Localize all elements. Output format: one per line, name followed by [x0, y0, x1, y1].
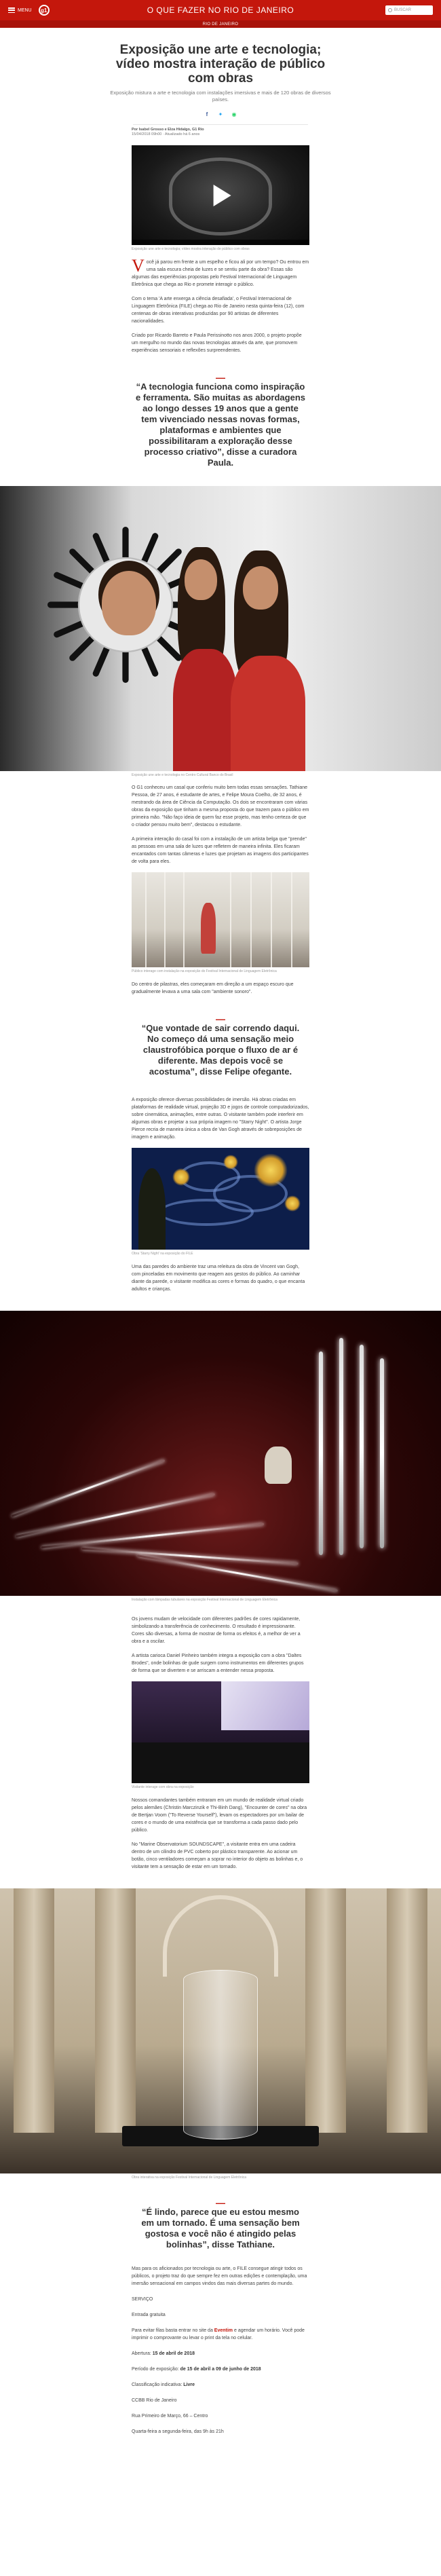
- column: [95, 1888, 136, 2133]
- paragraph: O G1 conheceu um casal que conferiu muito bem todas essas sensações. Tathiane Pessoa, de 27 anos, é estudante de artes, e Felipe Moura Coelho, de 32 anos, é mestrando da área de Ciência da Computação. Os dois se encontraram com várias obras da exposição que tinham a mesma proposta do que trazem para o público em primeira mão. "Não faço ideia de quem faz esse projeto, mas tenho certeza de que o criador pensou muito bem", destacou o estudante.: [132, 785, 309, 827]
- section-title: O QUE FAZER NO RIO DE JANEIRO: [147, 5, 294, 15]
- service-venue: CCBB Rio de Janeiro: [132, 2398, 177, 2403]
- photo-projection: [132, 1681, 309, 1783]
- column: [14, 1888, 54, 2133]
- byline: [132, 128, 309, 137]
- menu-button[interactable]: [8, 7, 32, 13]
- quote-dash: —: [216, 1013, 225, 1024]
- drop-cap: V: [132, 256, 145, 276]
- menu-label: MENU: [18, 7, 32, 13]
- tornado-cylinder: [183, 1970, 258, 2140]
- photo-caption: Exposição une arte e tecnologia no Centro Cultural Banco do Brasil: [132, 773, 233, 777]
- service-rating: Classificação indicativa: Livre: [132, 2383, 195, 2387]
- video-controls[interactable]: [132, 240, 309, 245]
- hamburger-icon: [8, 7, 15, 13]
- paragraph: No "Marine Observatorium SOUNDSCAPE", a visitante entra em uma cadeira dentro de um cilindro de PVC coberto por plástico transparente. Ao acionar um botão, cinco ventiladores começam a soprar no interior do objeto as bolinhas e, o visitante tem a sensação de estar em um tornado.: [132, 1842, 303, 1869]
- light-tube: [360, 1345, 364, 1548]
- author: Por Isabel Grosso e Elza Hidalgo, G1 Rio: [132, 128, 204, 132]
- article-title: Exposição une arte e tecnologia; vídeo mostra interação de público com obras: [115, 43, 326, 86]
- service-opening: Abertura: 15 de abril de 2018: [132, 2351, 195, 2356]
- light-tube: [41, 1523, 265, 1548]
- pull-quote: [0, 996, 441, 1077]
- column: [387, 1888, 427, 2133]
- photo-caption: Público interage com instalação na exposição do Festival Internacional de Linguagem Eletrônica: [132, 969, 277, 973]
- photo-caption: Obra interativa na exposição Festival Internacional de Linguagem Eletrônica: [132, 2176, 246, 2180]
- service-hours: Quarta-feira a segunda-feira, das 9h às 21h: [132, 2429, 224, 2434]
- star: [223, 1155, 238, 1170]
- search-placeholder: BUSCAR: [394, 8, 412, 12]
- light-bar: [250, 872, 252, 967]
- paragraph: Mas para os aficionados por tecnologia ou arte, o FILE consegue atingir todos os públicos, o projeto traz do que sempre fez em outras edições e contemplação, uma imersão sensacional em campos vindos das mais diversas partes do mundo.: [132, 2266, 307, 2286]
- photo-caption: Obra 'Starry Night' na exposição do FILE: [132, 1252, 193, 1256]
- photo-caption: Instalação com lâmpadas tubulares na exposição Festival Internacional de Linguagem Eletrônica: [132, 1598, 277, 1602]
- photo-starry-night: [132, 1148, 309, 1250]
- photo-tornado-cylinder: [0, 1888, 441, 2173]
- projection-screen: [221, 1681, 309, 1730]
- service-period: Período de exposição: de 15 de abril a 09 de junho de 2018: [132, 2367, 261, 2372]
- dress: [231, 656, 305, 771]
- service-info: [0, 2265, 441, 2435]
- star: [284, 1195, 301, 1212]
- paragraph: A artista carioca Daniel Pinheiro também integra a exposição com a obra "Daltes Brodes", onde bolinhas de gude surgem como instrumentos em diferentes grupos de forma que se divertem e se arriscam a entender nessa proposta.: [132, 1654, 304, 1673]
- quote-text: “É lindo, parece que eu estou mesmo em um tornado. É uma sensação bem gostosa e você não é atingido pelas bolinhas”, disse Tathiane.: [141, 2207, 300, 2250]
- service-entry: Entrada gratuita: [132, 2313, 166, 2317]
- search-icon: [388, 8, 392, 12]
- share-bar: [102, 111, 339, 117]
- light-bar: [145, 872, 147, 967]
- star: [172, 1168, 190, 1186]
- floor: [132, 1742, 309, 1783]
- pull-quote: [0, 2180, 441, 2250]
- paragraph: Criado por Ricardo Barreto e Paula Perissinotto nos anos 2000, o projeto propõe um mergulho no mundo das novas tecnologias através da arte, que promovem experiências sensoriais e reflexões surpreendentes.: [132, 333, 302, 353]
- whatsapp-icon[interactable]: ◉: [231, 111, 237, 117]
- eventim-link[interactable]: Eventim: [214, 2328, 233, 2333]
- column: [305, 1888, 346, 2133]
- paragraph: Nossos comandantes também entraram em um mundo de realidade virtual criado pelos alemães (Christin Marczinzik e Thi-Binh Dang), "Encounter de cores" na obra de Bertjan Voom ("To Reverse Yourself"), levam os espectadores por um bailar de cores e o mundo de uma existência que se transforma a cada passo dado pelo público.: [132, 1798, 307, 1833]
- light-bar: [230, 872, 231, 967]
- video-player[interactable]: [132, 145, 309, 245]
- visitor-figure: [265, 1446, 292, 1484]
- service-address: Rua Primeiro de Março, 66 – Centro: [132, 2414, 208, 2419]
- photo-caption: Visitante interage com obra na exposição: [132, 1785, 194, 1789]
- light-tube: [81, 1548, 298, 1565]
- light-bar: [291, 872, 292, 967]
- article-header: [0, 28, 441, 117]
- paragraph: A primeira interação do casal foi com a instalação de um artista belga que "prende" as pessoas em uma sala de luzes que refletem de maneira infinita. Eles ficaram encantados com tantas câmeras e luzes que projetam as imagens dos participantes de volta para eles.: [132, 837, 309, 864]
- article-subtitle: Exposição mistura a arte e tecnologia com instalações imersivas e mais de 120 obras de diversos países.: [110, 90, 331, 102]
- light-bar: [164, 872, 166, 967]
- cypress-tree: [138, 1168, 166, 1250]
- moon: [254, 1153, 288, 1187]
- divider: [133, 124, 308, 125]
- paragraph: A exposição oferece diversas possibilidades de imersão. Há obras criadas em plataformas de realidade virtual, projeção 3D e jogos de controle computadorizados, sobre cinemática, animações, entre outras. O visitante também pode interferir em algumas obras e projetar a sua própria imagem no "Starry Night". O artista Jorge Pierce recria de maneira única a obra de Van Gogh através de sobreposições de imagem e animação.: [132, 1098, 309, 1140]
- arch: [163, 1895, 278, 1977]
- sub-section-bar[interactable]: RIO DE JANEIRO: [0, 20, 441, 28]
- quote-dash: —: [216, 2197, 225, 2208]
- photo-light-tubes: [0, 1311, 441, 1596]
- g1-logo[interactable]: g1: [39, 5, 50, 16]
- dress: [173, 649, 237, 771]
- light-tube: [319, 1351, 323, 1555]
- light-tube: [339, 1338, 343, 1555]
- photo-infinity-room: [132, 872, 309, 967]
- face: [185, 559, 217, 600]
- top-bar: [0, 0, 441, 20]
- service-title: SERVIÇO: [132, 2297, 153, 2302]
- paragraph: Você já parou em frente a um espelho e ficou ali por um tempo? Ou entrou em uma sala escura cheia de luzes e se sentiu parte da obra? Essas são algumas das experiências propostas pelo Festival Internacional de Linguagem Eletrônica que chega ao Rio e promete interagir o público.: [132, 256, 309, 287]
- light-tube: [380, 1358, 384, 1548]
- light-bar: [271, 872, 272, 967]
- photo-couple-mirror: [0, 486, 441, 771]
- visitor-figure: [201, 903, 216, 954]
- quote-text: “Que vontade de sair correndo daqui. No começo dá uma sensação meio claustrofóbica porque o fluxo de ar é diferente. Mas depois você se acostuma”, disse Felipe ofegante.: [141, 1023, 300, 1077]
- swirl: [159, 1199, 254, 1226]
- publish-date: 15/04/2018 09h00 · Atualizado há 6 anos: [132, 132, 200, 136]
- facebook-icon[interactable]: f: [206, 111, 208, 117]
- video-caption: Exposição une arte e tecnologia; vídeo mostra interação de público com obras: [132, 247, 250, 251]
- site-header: [0, 0, 441, 28]
- paragraph: Uma das paredes do ambiente traz uma releitura da obra de Vincent van Gogh, com pinceladas em movimento que reagem aos gestos do público. Ao caminhar diante da parede, o visitante modifica as cores e formas do quadro, o que encanta adultos e crianças.: [132, 1265, 305, 1292]
- twitter-icon[interactable]: ✦: [218, 111, 223, 117]
- face: [243, 566, 278, 610]
- service-booking: Para evitar filas basta entrar no site da Eventim e agendar um horário. Você pode imprimir o comprovante ou levar o print da tela no celular.: [132, 2328, 305, 2340]
- play-icon[interactable]: [214, 185, 231, 206]
- face: [102, 571, 156, 635]
- article: [0, 28, 441, 2452]
- paragraph: Com o tema 'A arte enxerga a ciência desafiada', o Festival Internacional de Linguagem Eletrônica (FILE) chega ao Rio de Janeiro nesta quinta-feira (12), com centenas de obras interativas produzidas por 90 artistas de diferentes nacionalidades.: [132, 297, 305, 324]
- quote-dash: —: [216, 372, 225, 383]
- search-input[interactable]: [385, 5, 433, 15]
- pull-quote: [0, 354, 441, 468]
- paragraph: Do centro de pilastras, eles começaram em direção a um espaço escuro que gradualmente levava a uma sala com "ambiente sonoro".: [132, 982, 294, 994]
- quote-text: “A tecnologia funciona como inspiração e ferramenta. São muitas as abordagens ao longo desses 19 anos que a gente tem vivenciado nessas novas formas, plataformas e ambientes que possibilitaram a exploração desse processo criativo”, disse a curadora Paula.: [136, 381, 305, 468]
- paragraph: Os jovens mudam de velocidade com diferentes padrões de cores rapidamente, simbolizando a transferência de conhecimento. O resultado é impressionante. Cores são diversas, a forma de mostrar de forma os efeitos é, a melhor de ver a obra e a oscilar.: [132, 1617, 301, 1644]
- light-bar: [183, 872, 185, 967]
